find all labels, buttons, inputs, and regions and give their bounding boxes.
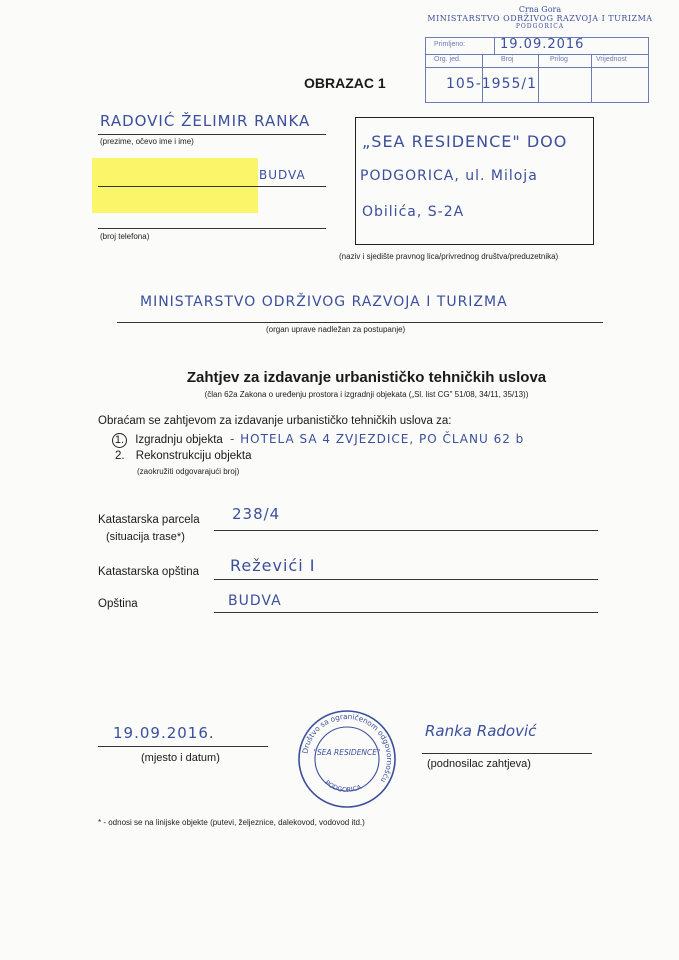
request-intro: Obraćam se zahtjevom za izdavanje urbanističko tehničkih uslova za: (98, 415, 452, 427)
address-handwritten: BUDVA (259, 168, 306, 182)
request-heading: Zahtjev za izdavanje urbanističko tehničkih uslova (186, 369, 547, 386)
signature: Ranka Radović (425, 722, 537, 740)
request-subheading: (član 62a Zakona o uređenju prostora i izgradnji objekata („Sl. list CG" 51/08, 34/11, 35/13)) (204, 390, 529, 399)
cadastral-municipality-handwritten: Reževići I (230, 556, 316, 575)
registration-stamp-table (425, 37, 649, 103)
col-vrijednost-label: Vrijednost (596, 56, 627, 63)
received-label: Primljeno: (434, 41, 466, 48)
municipality-label: Opština (98, 598, 138, 610)
option-1 (112, 432, 524, 448)
option-caption: (zaokružiti odgovarajući broj) (137, 467, 240, 476)
company-line-1: „SEA RESIDENCE" DOO (362, 132, 568, 151)
registration-number: 105-1955/1 (446, 76, 538, 92)
svg-text:PODGORICA (323, 779, 363, 794)
stamp-city: PODGORICA (515, 23, 565, 30)
col-broj-label: Broj (501, 56, 514, 63)
date-caption: (mjesto i datum) (141, 752, 220, 764)
company-seal (297, 709, 397, 809)
parcel-label: Katastarska parcela (98, 514, 200, 526)
organ-handwritten: MINISTARSTVO ODRŽIVOG RAZVOJA I TURIZMA (140, 294, 508, 310)
option-2-label: Rekonstrukciju objekta (135, 450, 252, 462)
option-2-number: 2. (115, 450, 125, 462)
company-box (355, 117, 594, 245)
option-1-handwritten: - HOTELA SA 4 ZVJEZDICE, PO ČLANU 62 b (230, 432, 525, 446)
seal-city: PODGORICA (323, 778, 363, 795)
cadastral-municipality-label: Katastarska opština (98, 566, 200, 578)
company-caption: (naziv i sjedište pravnog lica/privrednog društva/preduzetnika) (339, 252, 559, 261)
organ-caption: (organ uprave nadležan za postupanje) (266, 325, 406, 334)
option-1-label: Izgradnju objekta (135, 434, 223, 446)
name-caption: (prezime, očevo ime i ime) (100, 137, 194, 146)
date-handwritten: 19.09.2016. (113, 724, 215, 742)
municipality-handwritten: BUDVA (228, 593, 282, 609)
option-2 (115, 450, 252, 462)
stamp-ministry: MINISTARSTVO ODRŽIVOG RAZVOJA I TURIZMA (427, 14, 653, 23)
footnote: * - odnosi se na linijske objekte (putevi, željeznice, dalekovod, vodovod itd.) (98, 818, 365, 827)
phone-caption: (broj telefona) (100, 232, 150, 241)
applicant-name: RADOVIĆ ŽELIMIR RANKA (100, 112, 311, 130)
col-prilog-label: Prilog (550, 56, 568, 63)
stamp-country: Crna Gora (518, 5, 562, 14)
seal-inner-text: "SEA RESIDENCE" (313, 748, 381, 757)
seal-outer-text: Društvo sa ograničenom odgovornošću (300, 711, 395, 785)
parcel-sub-label: (situacija trase*) (106, 531, 185, 543)
signer-caption: (podnosilac zahtjeva) (427, 758, 531, 770)
ministry-stamp-header (420, 5, 660, 30)
form-title: OBRAZAC 1 (304, 75, 386, 91)
option-1-number: 1. (112, 433, 127, 448)
received-date: 19.09.2016 (500, 37, 585, 52)
parcel-handwritten: 238/4 (232, 505, 281, 523)
col-org-label: Org. jed. (434, 56, 461, 63)
company-line-2: PODGORICA, ul. Miloja (360, 168, 538, 184)
company-line-3: Obilića, S-2A (362, 204, 465, 220)
